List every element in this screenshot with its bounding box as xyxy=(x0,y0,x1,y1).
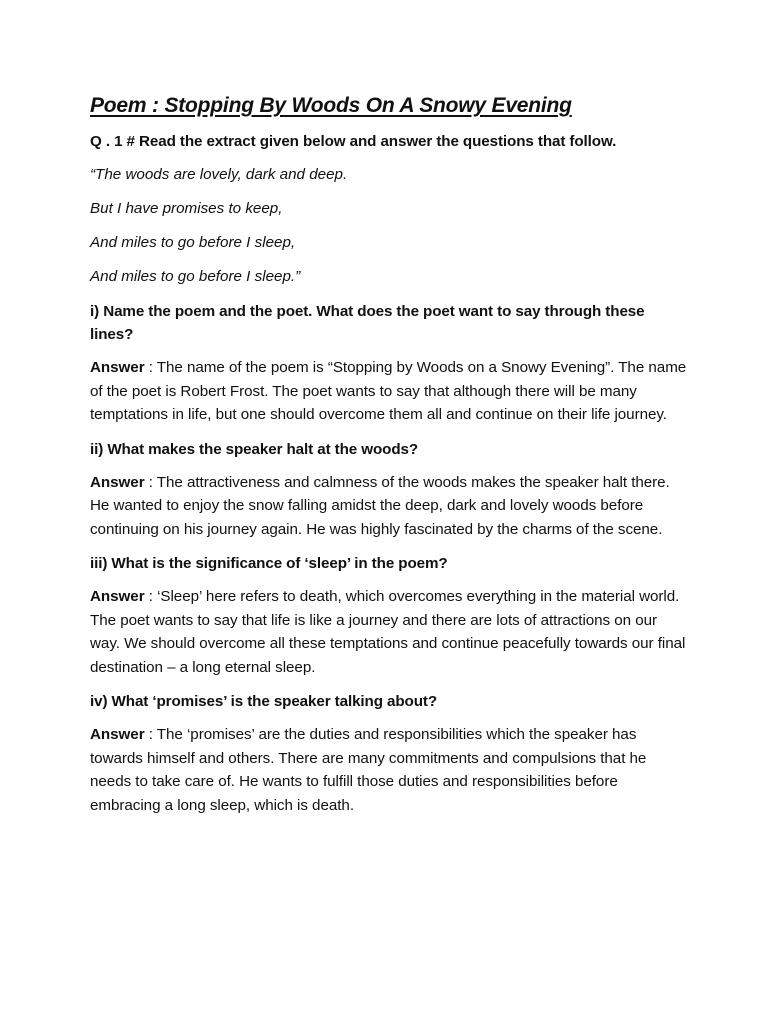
question-answer-3 xyxy=(90,552,690,679)
question-text: i) Name the poem and the poet. What does the poet want to say through these lines? xyxy=(90,303,645,343)
extract-line: And miles to go before I sleep.” xyxy=(90,268,301,285)
question-answer-2 xyxy=(90,438,690,542)
answer-text xyxy=(90,356,690,427)
answer-label: Answer xyxy=(90,726,145,743)
answer-label: Answer xyxy=(90,473,145,491)
question-text: iv) What ‘promises’ is the speaker talking about? xyxy=(90,693,438,710)
answer-body: : The name of the poem is “Stopping by Woods on a Snowy Evening”. The name of the poet is Robert Frost. The poet wants to say that although there will be many temptations in life, but one should overcome them all and continue on their life journey. xyxy=(90,359,687,423)
question-answer-1 xyxy=(90,300,690,427)
answer-body: : The attractiveness and calmness of the woods makes the speaker halt there. He wanted to enjoy the snow falling amidst the deep, dark and lovely woods before continuing on his journey again. He was highly fascinated by the charms of the scene. xyxy=(90,473,670,538)
answer-text xyxy=(90,723,690,817)
extract-line: But I have promises to keep, xyxy=(90,200,283,217)
question-text: iii) What is the significance of ‘sleep’ in the poem? xyxy=(90,555,448,572)
answer-label: Answer xyxy=(90,359,145,376)
extract-line: “The woods are lovely, dark and deep. xyxy=(90,166,348,183)
question-heading: Q . 1 # Read the extract given below and answer the questions that follow. xyxy=(90,133,617,150)
question-answer-4 xyxy=(90,690,690,817)
document-page xyxy=(90,94,690,828)
answer-text xyxy=(90,471,690,542)
answer-body: : The ‘promises’ are the duties and responsibilities which the speaker has towards himself and others. There are many commitments and compulsions that he needs to take care of. He wants to fulfill those duties and responsibilities before embracing a long sleep, which is death. xyxy=(90,726,647,814)
answer-text xyxy=(90,585,690,679)
question-text: ii) What makes the speaker halt at the woods? xyxy=(90,440,419,458)
poem-title: Poem : Stopping By Woods On A Snowy Evening xyxy=(90,94,572,117)
extract-line: And miles to go before I sleep, xyxy=(90,234,296,251)
answer-body: : ‘Sleep’ here refers to death, which overcomes everything in the material world. The poet wants to say that life is like a journey and there are lots of attractions on our way. We should overcome all these temptations and continue peacefully towards our final destination – a long eternal sleep. xyxy=(90,588,686,676)
poem-extract xyxy=(90,164,690,288)
answer-label: Answer xyxy=(90,588,145,605)
